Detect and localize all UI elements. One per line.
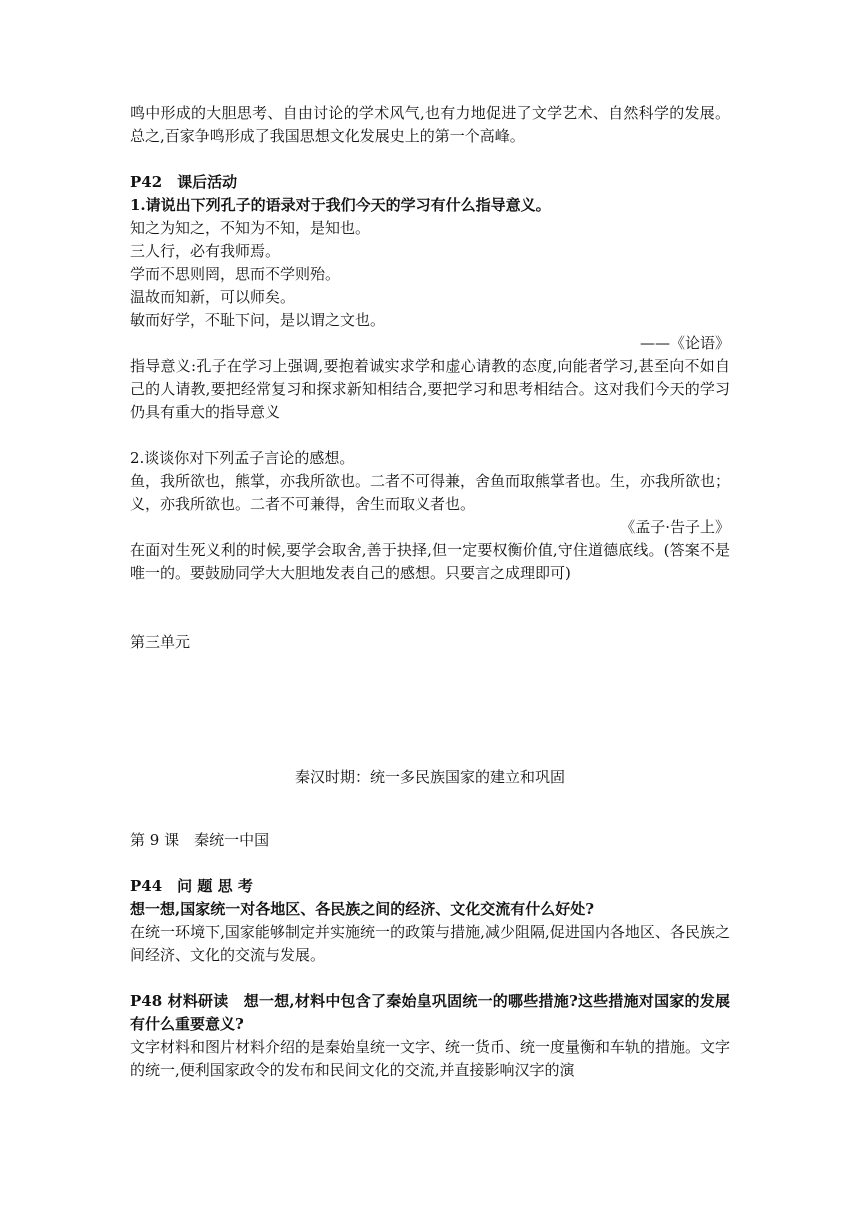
question-2: 2.谈谈你对下列孟子言论的感想。: [130, 449, 355, 467]
section-heading-p42: P42 课后活动: [130, 173, 238, 191]
answer-3: 在统一环境下,国家能够制定并实施统一的政策与措施,减少阻隔,促进国内各地区、各民族之间经济、文化的交流与发展。: [130, 923, 730, 964]
unit-title: 第三单元: [130, 633, 191, 651]
quote-line: 知之为知之，不知为不知，是知也。: [130, 219, 371, 237]
unit-subtitle: 秦汉时期：统一多民族国家的建立和巩固: [294, 768, 565, 786]
answer-p48: 文字材料和图片材料介绍的是秦始皇统一文字、统一货币、统一度量衡和车轨的措施。文字的统一,便利国家政令的发布和民间文化的交流,并直接影响汉字的演: [130, 1038, 731, 1079]
quote-source: ——《论语》: [639, 334, 730, 352]
quote-line: 三人行，必有我师焉。: [130, 242, 281, 260]
quote-line: 敏而好学，不耻下问，是以谓之文也。: [130, 311, 386, 329]
mencius-quote: 鱼，我所欲也，熊掌，亦我所欲也。二者不可得兼，舍鱼而取熊掌者也。生，亦我所欲也；义，亦我所欲也。二者不可兼得，舍生而取义者也。: [130, 472, 731, 513]
document-page: [130, 102, 730, 1082]
intro-paragraph: 鸣中形成的大胆思考、自由讨论的学术风气,也有力地促进了文学艺术、自然科学的发展。总之,百家争鸣形成了我国思想文化发展史上的第一个高峰。: [130, 104, 730, 145]
quote-line: 温故而知新，可以师矣。: [130, 288, 296, 306]
question-3: 想一想,国家统一对各地区、各民族之间的经济、文化交流有什么好处?: [130, 900, 595, 918]
answer-2: 在面对生死义利的时候,要学会取舍,善于抉择,但一定要权衡价值,守住道德底线。(答案不是唯一的。要鼓励同学大大胆地发表自己的感想。只要言之成理即可): [130, 541, 730, 582]
lesson-title: 第 9 课 秦统一中国: [130, 831, 270, 849]
section-heading-p44: P44 问 题 思 考: [130, 877, 253, 895]
section-heading-p48: P48 材料研读 想一想,材料中包含了秦始皇巩固统一的哪些措施?这些措施对国家的发展有什么重要意义?: [130, 992, 730, 1033]
answer-1: 指导意义:孔子在学习上强调,要抱着诚实求学和虚心请教的态度,向能者学习,甚至向不如自己的人请教,要把经常复习和探求新知相结合,要把学习和思考相结合。这对我们今天的学习仍具有重大的指导意义: [130, 357, 730, 421]
mencius-source: 《孟子·告子上》: [620, 518, 730, 536]
question-1: 1.请说出下列孔子的语录对于我们今天的学习有什么指导意义。: [130, 196, 551, 214]
quote-line: 学而不思则罔，思而不学则殆。: [130, 265, 341, 283]
